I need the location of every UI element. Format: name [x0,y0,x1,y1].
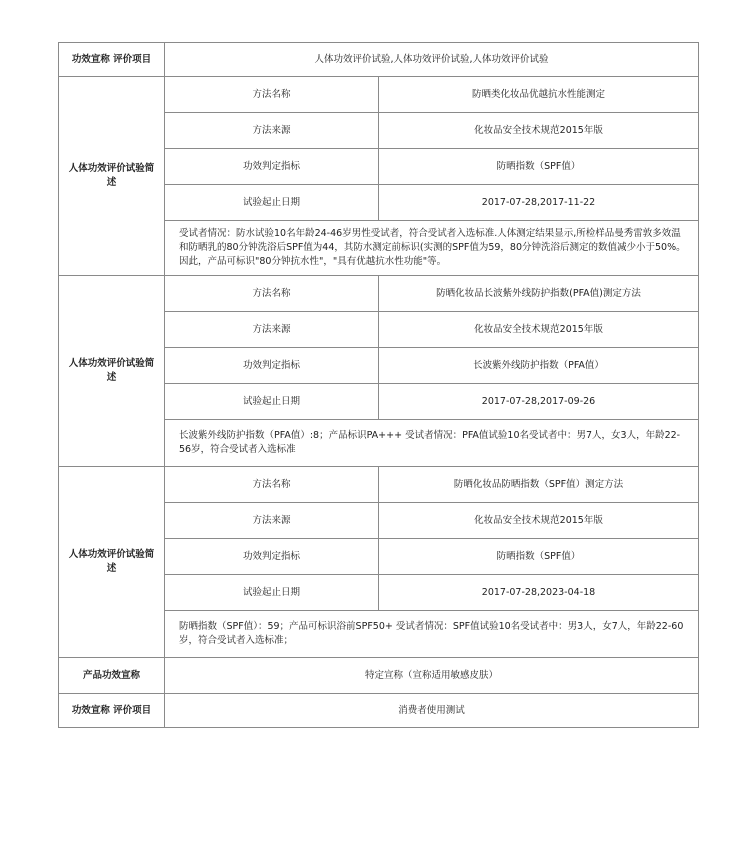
field-value: 防晒指数（SPF值） [379,149,699,185]
product-claim-value: 特定宣称（宣称适用敏感皮肤） [165,658,699,694]
field-value: 防晒化妆品长波紫外线防护指数(PFA值)测定方法 [379,276,699,312]
field-value: 化妆品安全技术规范2015年版 [379,312,699,348]
section-3-note: 防晒指数（SPF值）：59；产品可标识浴前SPF50+ 受试者情况：SPF值试验10名受试者中：男3人，女7人，年龄22-60岁，符合受试者入选标准； [165,611,699,658]
field-label: 方法来源 [165,113,379,149]
field-value: 2017-07-28,2017-11-22 [379,185,699,221]
field-label: 方法名称 [165,77,379,113]
section-1-label: 人体功效评价试验简述 [59,77,165,276]
product-claim-label: 产品功效宣称 [59,658,165,694]
bottom-row-label: 功效宣称 评价项目 [59,694,165,728]
section-2-method-name-row [59,276,699,312]
section-2-label: 人体功效评价试验简述 [59,276,165,467]
field-label: 试验起止日期 [165,575,379,611]
field-value: 长波紫外线防护指数（PFA值） [379,348,699,384]
bottom-row [59,694,699,728]
bottom-row-value: 消费者使用测试 [165,694,699,728]
field-label: 功效判定指标 [165,149,379,185]
field-label: 方法来源 [165,503,379,539]
top-row-label: 功效宣称 评价项目 [59,43,165,77]
field-label: 试验起止日期 [165,384,379,420]
field-value: 化妆品安全技术规范2015年版 [379,503,699,539]
field-value: 化妆品安全技术规范2015年版 [379,113,699,149]
section-3-label: 人体功效评价试验简述 [59,467,165,658]
section-2-note: 长波紫外线防护指数（PFA值）:8；产品标识PA+++ 受试者情况：PFA值试验10名受试者中：男7人，女3人，年龄22-56岁，符合受试者入选标准 [165,420,699,467]
field-value: 防晒类化妆品优越抗水性能测定 [379,77,699,113]
field-label: 功效判定指标 [165,539,379,575]
field-value: 2017-07-28,2023-04-18 [379,575,699,611]
top-row-value: 人体功效评价试验,人体功效评价试验,人体功效评价试验 [165,43,699,77]
field-value: 2017-07-28,2017-09-26 [379,384,699,420]
field-label: 功效判定指标 [165,348,379,384]
field-value: 防晒指数（SPF值） [379,539,699,575]
field-label: 试验起止日期 [165,185,379,221]
section-3-method-name-row [59,467,699,503]
field-label: 方法来源 [165,312,379,348]
field-label: 方法名称 [165,467,379,503]
section-1-note: 受试者情况：防水试验10名年龄24-46岁男性受试者，符合受试者入选标准.人体测定结果显示,所检样品曼秀雷敦多效温和防晒乳的80分钟洗浴后SPF值为44，其防水测定前标识(实测的SPF值为59，80分钟洗浴后测定的数值减少小于50%。因此，产品可标识"80分钟抗水性"，"具有优越抗水性功能"等。 [165,221,699,276]
field-label: 方法名称 [165,276,379,312]
section-1-method-name-row [59,77,699,113]
field-value: 防晒化妆品防晒指数（SPF值）测定方法 [379,467,699,503]
efficacy-table [58,42,699,728]
product-claim-row [59,658,699,694]
top-row [59,43,699,77]
